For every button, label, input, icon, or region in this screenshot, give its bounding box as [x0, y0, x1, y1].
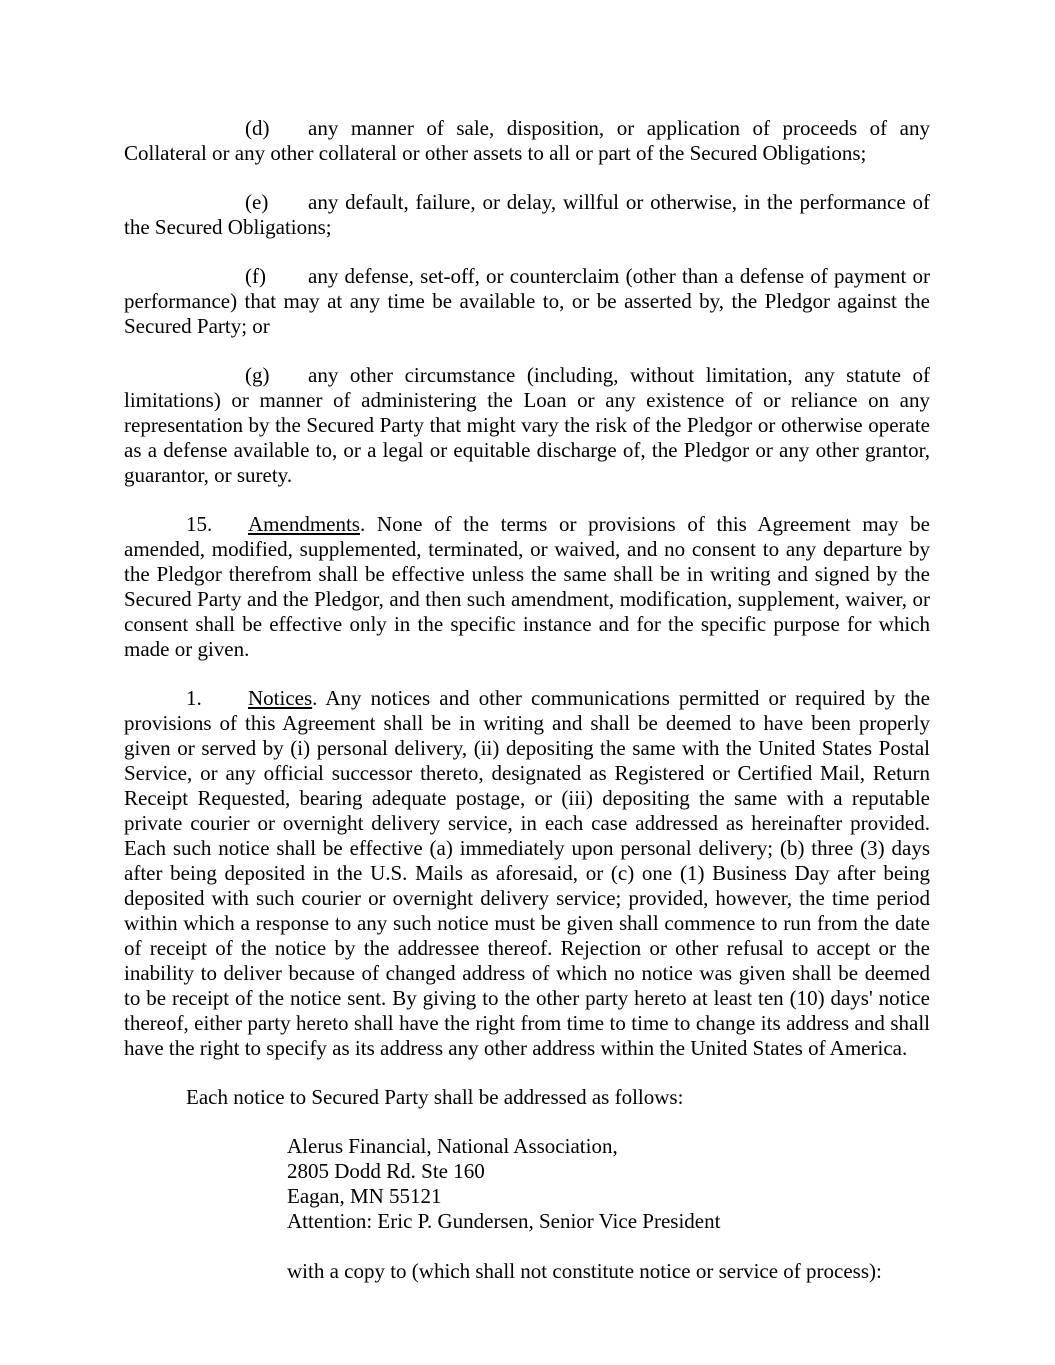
section-15-body: . None of the terms or provisions of this Agreement may be amended, modified, supplemented, terminated, or waived, and no consent to any departure by the Pledgor therefrom shall be effective unless the same shall be in writing and signed by the Secured Party and the Pledgor, and then such amendment, modification, supplement, waiver, or consent shall be effective only in the specific instance and for the specific purpose for which made or given. — [124, 512, 930, 661]
copy-note-paragraph: with a copy to (which shall not constitute notice or service of process): — [287, 1259, 882, 1283]
section-1-body: . Any notices and other communications permitted or required by the provisions of this Agreement shall be in writing and shall be deemed to have been properly given or served by (i) personal delivery, (ii) depositing the same with the United States Postal Service, or any official successor thereto, designated as Registered or Certified Mail, Return Receipt Requested, bearing adequate postage, or (iii) depositing the same with a reputable private courier or overnight delivery service, in each case addressed as hereinafter provided. Each such notice shall be effective (a) immediately upon personal delivery; (b) three (3) days after being deposited in the U.S. Mails as aforesaid, or (c) one (1) Business Day after being deposited with such courier or overnight delivery service; provided, however, the time period within which a response to any such notice must be given shall commence to run from the date of receipt of the notice by the addressee thereof. Rejection or other refusal to accept or the inability to deliver because of changed address of which no notice was given shall be deemed to be receipt of the notice sent. By giving to the other party hereto at least ten (10) days' notice thereof, either party hereto shall have the right from time to time to change its address and shall have the right to specify as its address any other address within the United States of America. — [124, 686, 930, 1060]
section-1-notices-paragraph — [124, 686, 930, 1061]
clause-f-paragraph — [124, 264, 930, 339]
address-line-name: Alerus Financial, National Association, — [287, 1134, 618, 1158]
clause-d-label: (d) — [245, 116, 270, 140]
clause-e-label: (e) — [245, 190, 269, 214]
clause-e-text: any default, failure, or delay, willful or otherwise, in the performance of the Secured Obligations; — [124, 190, 930, 239]
section-15-heading: Amendments — [248, 512, 360, 536]
clause-g-label: (g) — [245, 363, 270, 387]
secured-party-address-block — [287, 1134, 930, 1234]
address-line-street: 2805 Dodd Rd. Ste 160 — [287, 1159, 485, 1183]
section-15-number: 15. — [186, 512, 213, 536]
address-line-city: Eagan, MN 55121 — [287, 1184, 442, 1208]
clause-d-text: any manner of sale, disposition, or application of proceeds of any Collateral or any other collateral or other assets to all or part of the Secured Obligations; — [124, 116, 930, 165]
section-15-amendments-paragraph — [124, 512, 930, 662]
clause-f-text: any defense, set-off, or counterclaim (other than a defense of payment or performance) that may at any time be available to, or be asserted by, the Pledgor against the Secured Party; or — [124, 264, 930, 338]
clause-f-label: (f) — [245, 264, 266, 288]
clause-e-paragraph — [124, 190, 930, 240]
clause-g-paragraph — [124, 363, 930, 488]
address-line-attention: Attention: Eric P. Gundersen, Senior Vice President — [287, 1209, 721, 1233]
section-1-heading: Notices — [248, 686, 313, 710]
clause-g-text: any other circumstance (including, without limitation, any statute of limitations) or manner of administering the Loan or any existence of or reliance on any representation by the Secured Party that might vary the risk of the Pledgor or otherwise operate as a defense available to, or a legal or equitable discharge of, the Pledgor or any other grantor, guarantor, or surety. — [124, 363, 930, 487]
notice-intro-paragraph: Each notice to Secured Party shall be addressed as follows: — [186, 1085, 684, 1109]
section-1-number: 1. — [186, 686, 202, 710]
clause-d-paragraph — [124, 116, 930, 166]
